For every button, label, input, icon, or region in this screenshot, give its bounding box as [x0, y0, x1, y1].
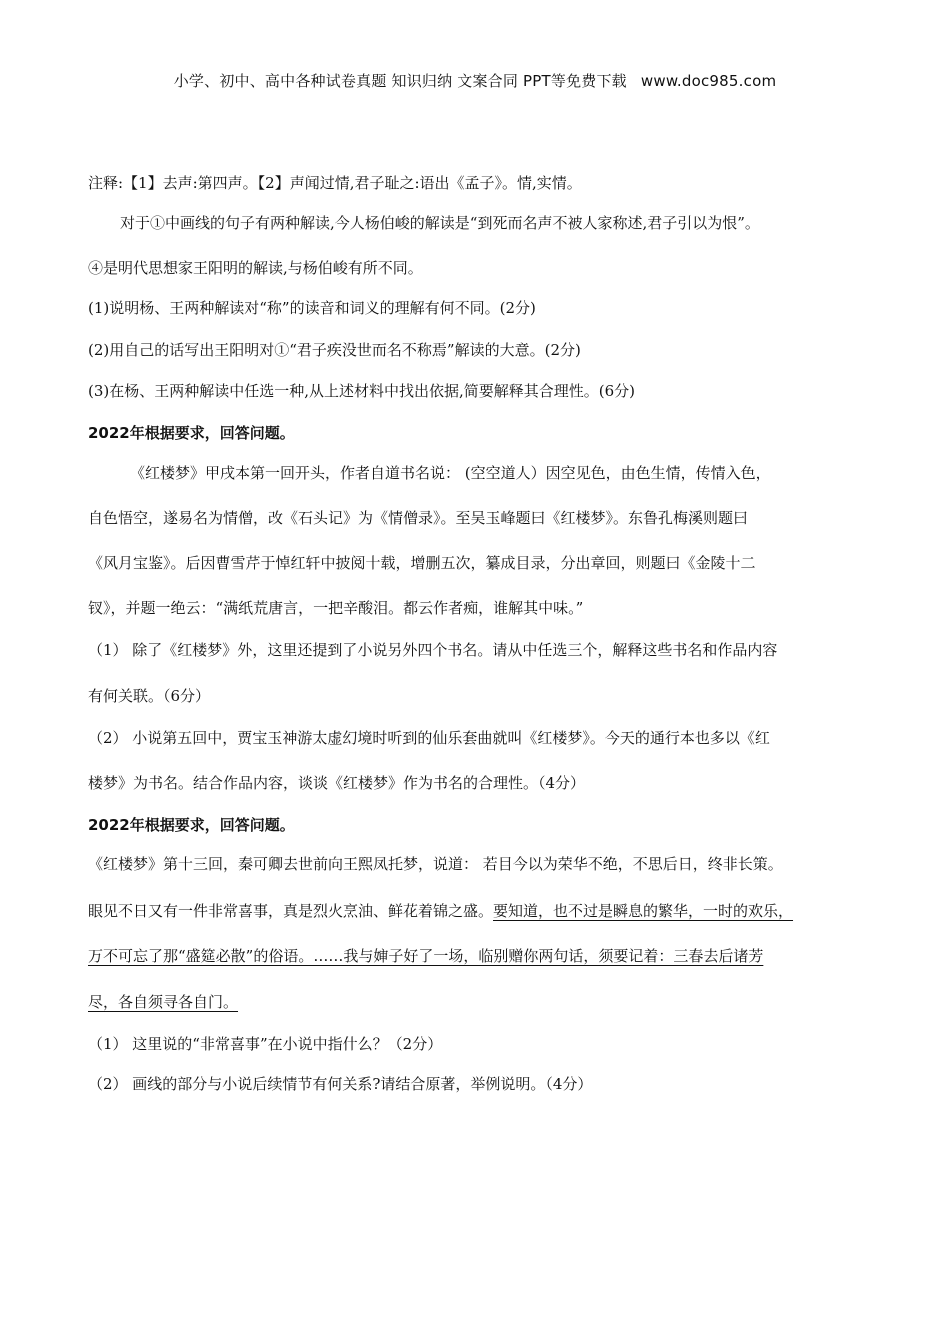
paragraph-line: 对于①中画线的句子有两种解读,今人杨伯峻的解读是“到死而名声不被人家称述,君子引以为恨”。 — [120, 214, 760, 232]
question-1-cont: 有何关联。（6分） — [88, 687, 211, 705]
passage-line: 自色悟空，遂易名为情僧，改《石头记》为《情僧录》。至吴玉峰题曰《红楼梦》。东鲁孔梅溪则题曰 — [88, 509, 749, 527]
section-heading: 2022年根据要求，回答问题。 — [88, 424, 295, 442]
page-header — [0, 70, 950, 91]
question-1: （1） 这里说的“非常喜事”在小说中指什么？（2分） — [88, 1035, 443, 1053]
passage-line: 《红楼梦》甲戌本第一回开头，作者自道书名说： (空空道人）因空见色，由色生情，传情入色， — [130, 464, 771, 482]
question-3: (3)在杨、王两种解读中任选一种,从上述材料中找出依据,简要解释其合理性。(6分) — [88, 382, 636, 400]
question-2: （2） 画线的部分与小说后续情节有何关系?请结合原著，举例说明。（4分） — [88, 1075, 593, 1093]
question-2-cont: 楼梦》为书名。结合作品内容，谈谈《红楼梦》作为书名的合理性。（4分） — [88, 774, 586, 792]
section-heading: 2022年根据要求，回答问题。 — [88, 816, 295, 834]
underlined-passage: 万不可忘了那“盛筵必散”的俗语。……我与婶子好了一场，临别赠你两句话，须要记着：三春去后诸芳 — [88, 947, 764, 965]
annotation-note: 注释:【1】去声:第四声。【2】声闻过情,君子耻之:语出《孟子》。情,实情。 — [88, 174, 582, 192]
question-1: (1)说明杨、王两种解读对“称”的读音和词义的理解有何不同。(2分) — [88, 299, 536, 317]
passage-line — [88, 901, 793, 921]
passage-line: 《风月宝鉴》。后因曹雪芹于悼红轩中披阅十载，增删五次，纂成目录，分出章回，则题曰《金陵十二 — [88, 554, 756, 572]
question-2: (2)用自己的话写出王阳明对①“君子疾没世而名不称焉”解读的大意。(2分) — [88, 341, 581, 359]
passage-line: 《红楼梦》第十三回，秦可卿去世前向王熙凤托梦，说道： 若目今以为荣华不绝，不思后日，终非长策。 — [88, 855, 783, 873]
underlined-passage: 要知道，也不过是瞬息的繁华，一时的欢乐， — [493, 902, 794, 920]
paragraph-line: ④是明代思想家王阳明的解读,与杨伯峻有所不同。 — [88, 259, 423, 277]
question-2: （2） 小说第五回中，贾宝玉神游太虚幻境时听到的仙乐套曲就叫《红楼梦》。今天的通行本也多以《红 — [88, 729, 770, 747]
passage-line: 钗》，并题一绝云：“满纸荒唐言，一把辛酸泪。都云作者痴，谁解其中味。” — [88, 599, 584, 617]
passage-text: 眼见不日又有一件非常喜事，真是烈火烹油、鲜花着锦之盛。 — [88, 902, 494, 920]
underlined-passage: 尽，各自须寻各自门。 — [88, 993, 239, 1011]
header-url[interactable]: www.doc985.com — [640, 72, 777, 90]
question-1: （1） 除了《红楼梦》外，这里还提到了小说另外四个书名。请从中任选三个，解释这些书名和作品内容 — [88, 641, 778, 659]
header-text: 小学、初中、高中各种试卷真题 知识归纳 文案合同 PPT等免费下载 — [173, 72, 627, 90]
